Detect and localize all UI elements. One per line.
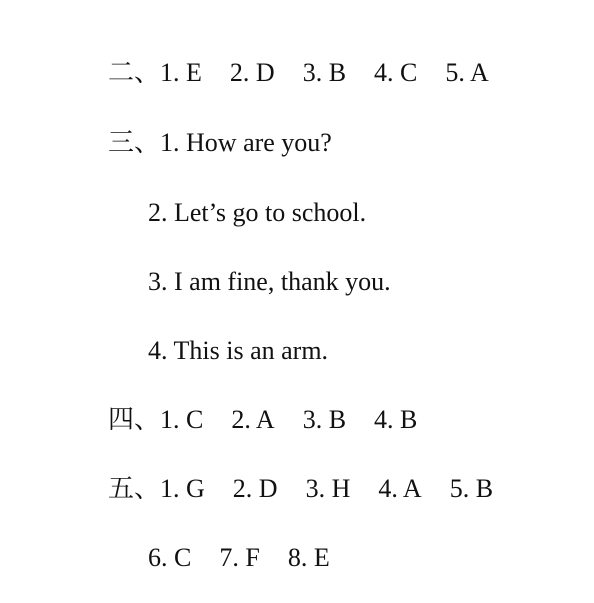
- answer-5-4: 4. A: [378, 474, 422, 503]
- answer-5-2: 2. D: [232, 474, 278, 503]
- answer-3-4: 4. This is an arm.: [148, 336, 329, 365]
- section-5-prefix: 五、: [108, 474, 161, 503]
- answer-3-3: 3. I am fine, thank you.: [148, 267, 391, 296]
- answer-2-5: 5. A: [445, 58, 489, 87]
- answer-4-2: 2. A: [231, 405, 275, 434]
- answer-3-1: 1. How are you?: [160, 128, 332, 157]
- section-3-prefix: 三、: [108, 128, 161, 157]
- section-5-line-2: [122, 513, 330, 603]
- answer-4-1: 1. C: [160, 405, 204, 434]
- answer-5-3: 3. H: [305, 474, 351, 503]
- section-2-prefix: 二、: [108, 58, 161, 87]
- answer-4-4: 4. B: [374, 405, 418, 434]
- section-4-prefix: 四、: [108, 405, 161, 434]
- answer-2-2: 2. D: [229, 58, 275, 87]
- answer-5-5: 5. B: [449, 474, 494, 503]
- answer-3-2: 2. Let’s go to school.: [148, 198, 367, 227]
- answer-5-6: 6. C: [148, 543, 192, 572]
- answer-5-8: 8. E: [287, 543, 330, 572]
- answer-5-1: 1. G: [160, 474, 205, 503]
- answer-2-3: 3. B: [302, 58, 347, 87]
- answer-2-1: 1. E: [160, 58, 202, 87]
- answer-4-3: 3. B: [302, 405, 347, 434]
- answer-2-4: 4. C: [374, 58, 418, 87]
- answer-5-7: 7. F: [219, 543, 260, 572]
